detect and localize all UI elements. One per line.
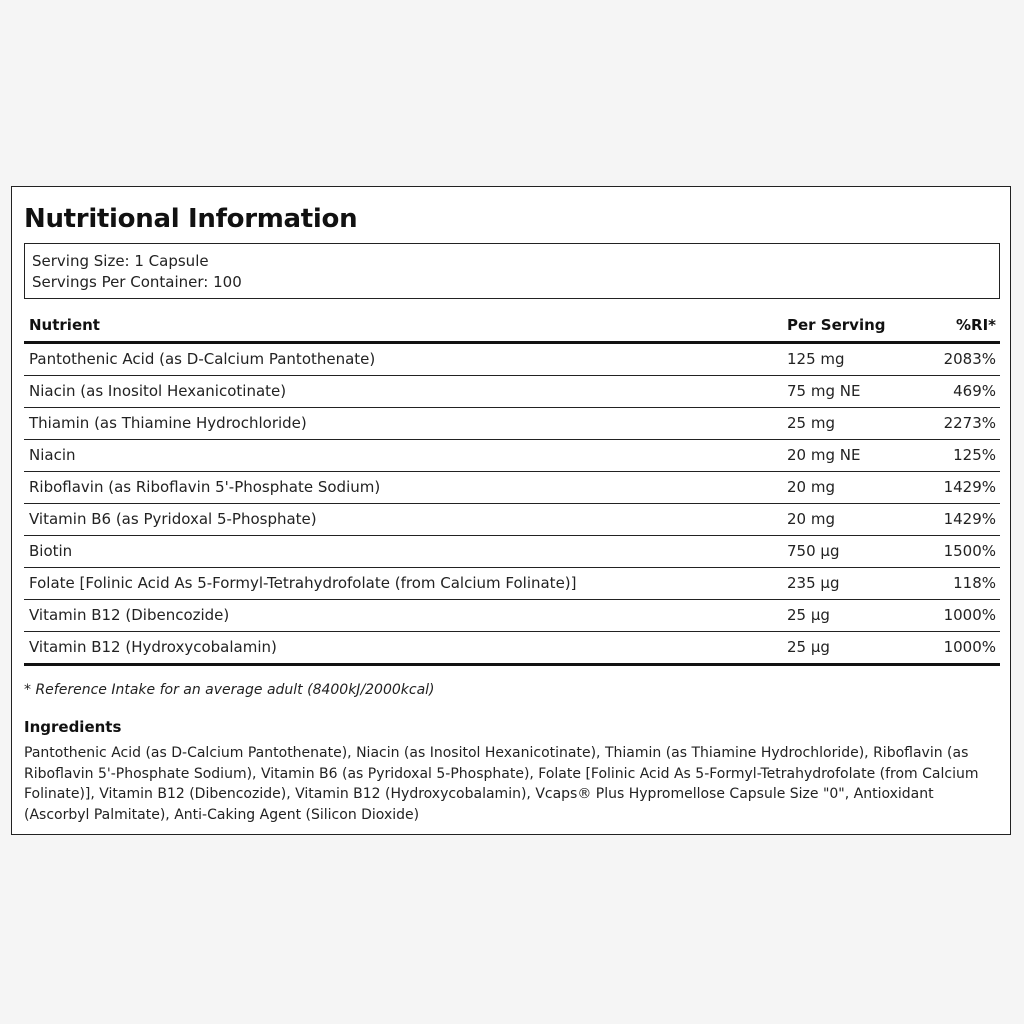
nutrient-name: Pantothenic Acid (as D-Calcium Pantothenate) <box>29 350 376 368</box>
table-row <box>24 472 1000 504</box>
nutrient-name: Niacin (as Inositol Hexanicotinate) <box>29 382 287 400</box>
reference-intake-footnote: * Reference Intake for an average adult (8400kJ/2000kcal) <box>24 682 435 698</box>
panel-title: Nutritional Information <box>24 204 358 234</box>
nutrient-amount: 750 µg <box>787 542 840 560</box>
header-nutrient: Nutrient <box>29 316 100 334</box>
table-header-row <box>24 309 1000 344</box>
nutrient-ri: 1000% <box>943 606 996 624</box>
nutrient-amount: 75 mg NE <box>787 382 861 400</box>
nutrient-ri: 118% <box>953 574 996 592</box>
nutrient-name: Vitamin B12 (Dibencozide) <box>29 606 230 624</box>
nutrient-name: Biotin <box>29 542 73 560</box>
servings-per-container: Servings Per Container: 100 <box>32 273 242 291</box>
nutrient-ri: 2273% <box>943 414 996 432</box>
table-row <box>24 504 1000 536</box>
nutrient-name: Riboflavin (as Riboflavin 5'-Phosphate Sodium) <box>29 478 381 496</box>
nutrient-amount: 235 µg <box>787 574 840 592</box>
nutrient-amount: 25 µg <box>787 606 830 624</box>
nutrient-amount: 20 mg NE <box>787 446 861 464</box>
serving-size: Serving Size: 1 Capsule <box>32 252 209 270</box>
header-per-serving: Per Serving <box>787 316 886 334</box>
table-row <box>24 344 1000 376</box>
table-row <box>24 568 1000 600</box>
nutrient-amount: 25 µg <box>787 638 830 656</box>
nutrient-name: Thiamin (as Thiamine Hydrochloride) <box>29 414 307 432</box>
nutrient-ri: 1500% <box>943 542 996 560</box>
nutrient-ri: 1429% <box>943 478 996 496</box>
nutrient-name: Folate [Folinic Acid As 5-Formyl-Tetrahydrofolate (from Calcium Folinate)] <box>29 574 577 592</box>
table-row <box>24 632 1000 666</box>
nutrient-ri: 2083% <box>943 350 996 368</box>
nutrient-ri: 469% <box>953 382 996 400</box>
ingredients-text: Pantothenic Acid (as D-Calcium Pantothenate), Niacin (as Inositol Hexanicotinate), Thiamin (as Thiamine Hydrochloride), Riboflavin (as Riboflavin 5'-Phosphate Sodium), Vitamin B6 (as Pyridoxal 5-Phosphate), Folate [Folinic Acid As 5-Formyl-Tetrahydrofolate (from Calcium Folinate)], Vitamin B12 (Dibencozide), Vitamin B12 (Hydroxycobalamin), Vcaps® Plus Hypromellose Capsule Size "0", Antioxidant (Ascorbyl Palmitate), Anti-Caking Agent (Silicon Dioxide) <box>24 745 979 823</box>
ingredients-heading: Ingredients <box>24 718 122 736</box>
table-row <box>24 408 1000 440</box>
header-ri: %RI* <box>955 316 996 334</box>
nutrition-panel <box>11 186 1011 835</box>
nutrient-name: Vitamin B12 (Hydroxycobalamin) <box>29 638 277 656</box>
table-row <box>24 376 1000 408</box>
nutrient-table <box>24 309 1000 666</box>
nutrient-ri: 125% <box>953 446 996 464</box>
nutrient-name: Vitamin B6 (as Pyridoxal 5-Phosphate) <box>29 510 317 528</box>
nutrient-amount: 25 mg <box>787 414 835 432</box>
nutrient-amount: 20 mg <box>787 510 835 528</box>
nutrient-amount: 20 mg <box>787 478 835 496</box>
nutrient-ri: 1000% <box>943 638 996 656</box>
table-row <box>24 440 1000 472</box>
table-row <box>24 536 1000 568</box>
nutrient-amount: 125 mg <box>787 350 845 368</box>
nutrient-ri: 1429% <box>943 510 996 528</box>
table-row <box>24 600 1000 632</box>
serving-info-box <box>24 243 1000 299</box>
nutrient-name: Niacin <box>29 446 76 464</box>
